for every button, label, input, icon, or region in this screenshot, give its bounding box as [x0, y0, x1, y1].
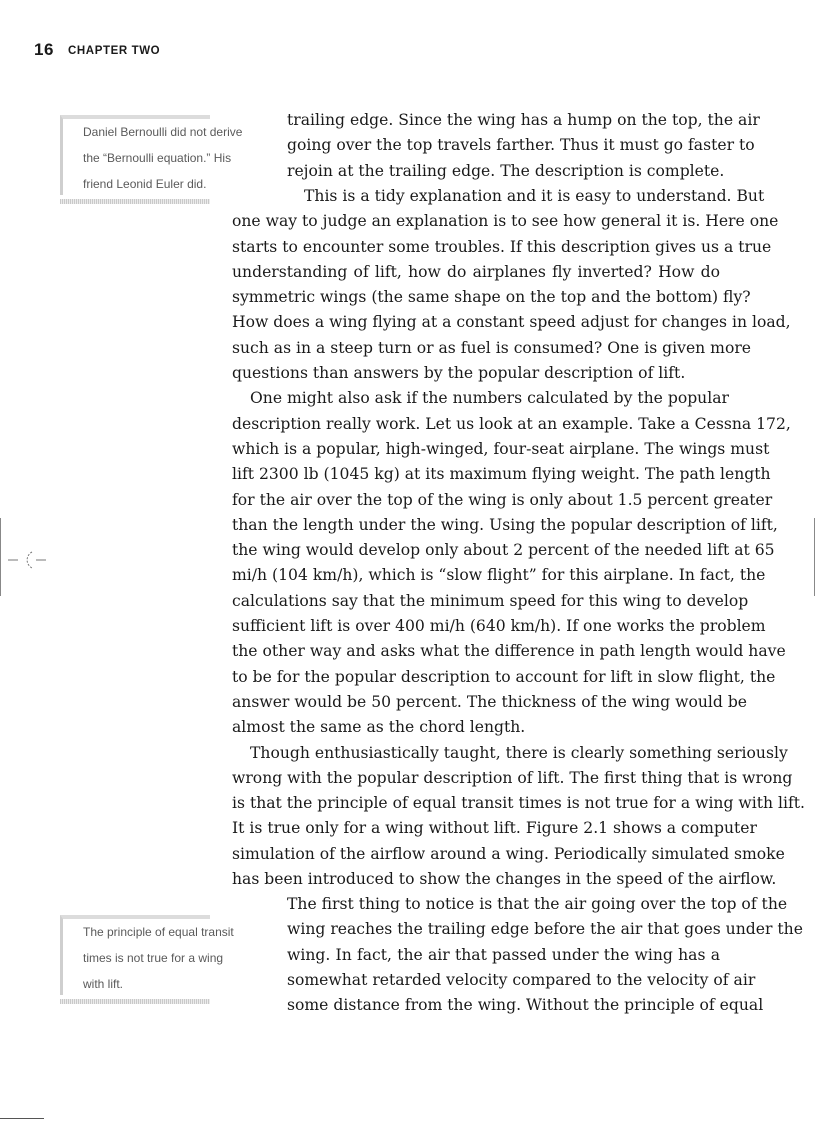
text-line: questions than answers by the popular description of lift.	[232, 364, 686, 383]
text-line: calculations say that the minimum speed for this wing to develop	[232, 591, 749, 610]
crop-mark-bottom	[0, 1118, 44, 1119]
sidebar-line: The principle of equal transit	[83, 925, 234, 939]
text-line: sufficient lift is over 400 mi/h (640 km/h). If one works the problem	[232, 617, 766, 636]
text-line: answer would be 50 percent. The thickness of the wing would be	[232, 692, 748, 711]
text-line: to be for the popular description to account for lift in slow flight, the	[232, 667, 776, 686]
crop-mark-right	[814, 518, 815, 596]
text-line: description really work. Let us look at an example. Take a Cessna 172,	[232, 414, 791, 433]
text-line: the other way and asks what the difference in path length would have	[232, 642, 786, 661]
text-line: for the air over the top of the wing is only about 1.5 percent greater	[232, 490, 773, 509]
body-paragraph-continuation	[287, 108, 760, 184]
text-line: somewhat retarded velocity compared to the velocity of air	[287, 970, 756, 989]
text-line: understanding of lift, how do airplanes fly inverted? How do	[232, 262, 720, 281]
text-line: such as in a steep turn or as fuel is consumed? One is given more	[232, 338, 752, 357]
sidebar-line: times is not true for a wing	[83, 951, 224, 965]
text-line: The first thing to notice is that the air going over the top of the	[287, 895, 788, 913]
text-line: one way to judge an explanation is to see how general it is. Here one	[232, 212, 779, 231]
text-line: wing. In fact, the air that passed under the wing has a	[287, 945, 720, 964]
text-line: wing reaches the trailing edge before the air that goes under the	[287, 920, 803, 939]
chapter-title: CHAPTER TWO	[68, 45, 161, 57]
sidebar-rule	[60, 199, 210, 204]
text-line: One might also ask if the numbers calculated by the popular	[250, 389, 729, 408]
text-line: Though enthusiastically taught, there is clearly something seriously	[250, 743, 788, 762]
text-line: has been introduced to show the changes in the speed of the airflow.	[232, 870, 777, 889]
text-line: which is a popular, high-winged, four-seat airplane. The wings must	[232, 439, 770, 458]
sidebar-line: friend Leonid Euler did.	[83, 177, 207, 191]
page-number: 16	[34, 40, 54, 59]
text-line: the wing would develop only about 2 percent of the needed lift at 65	[232, 541, 775, 560]
text-line: trailing edge. Since the wing has a hump on the top, the air	[287, 111, 760, 129]
text-line: rejoin at the trailing edge. The description is complete.	[287, 161, 725, 180]
sidebar-note-transit	[60, 915, 234, 995]
text-line: starts to encounter some troubles. If this description gives us a true	[232, 237, 772, 256]
text-line: than the length under the wing. Using the popular description of lift,	[232, 515, 778, 534]
text-line: simulation of the airflow around a wing. Periodically simulated smoke	[232, 844, 785, 863]
text-line: mi/h (104 km/h), which is “slow flight” for this airplane. In fact, the	[232, 566, 766, 585]
text-line: lift 2300 lb (1045 kg) at its maximum flying weight. The path length	[232, 465, 771, 484]
text-line: How does a wing flying at a constant speed adjust for changes in load,	[232, 313, 791, 332]
text-line: wrong with the popular description of lift. The first thing that is wrong	[232, 768, 793, 787]
sidebar-line: with lift.	[83, 977, 124, 991]
registration-mark-icon	[8, 548, 48, 572]
body-paragraphs-main	[232, 184, 805, 892]
sidebar-line: Daniel Bernoulli did not derive	[83, 125, 243, 139]
text-line: almost the same as the chord length.	[232, 718, 526, 737]
text-line: some distance from the wing. Without the principle of equal	[287, 996, 764, 1015]
sidebar-rule	[60, 999, 210, 1004]
text-line: going over the top travels farther. Thus it must go faster to	[287, 136, 755, 155]
text-line: is that the principle of equal transit times is not true for a wing with lift.	[232, 794, 805, 813]
sidebar-line: the “Bernoulli equation.” His	[83, 151, 232, 165]
sidebar-note-bernoulli	[60, 115, 243, 195]
text-line: symmetric wings (the same shape on the top and the bottom) fly?	[232, 288, 751, 307]
crop-mark-left	[0, 518, 1, 596]
text-line: It is true only for a wing without lift. Figure 2.1 shows a computer	[232, 819, 757, 838]
body-paragraph-figure	[287, 892, 803, 1018]
text-line: This is a tidy explanation and it is easy to understand. But	[304, 187, 765, 205]
